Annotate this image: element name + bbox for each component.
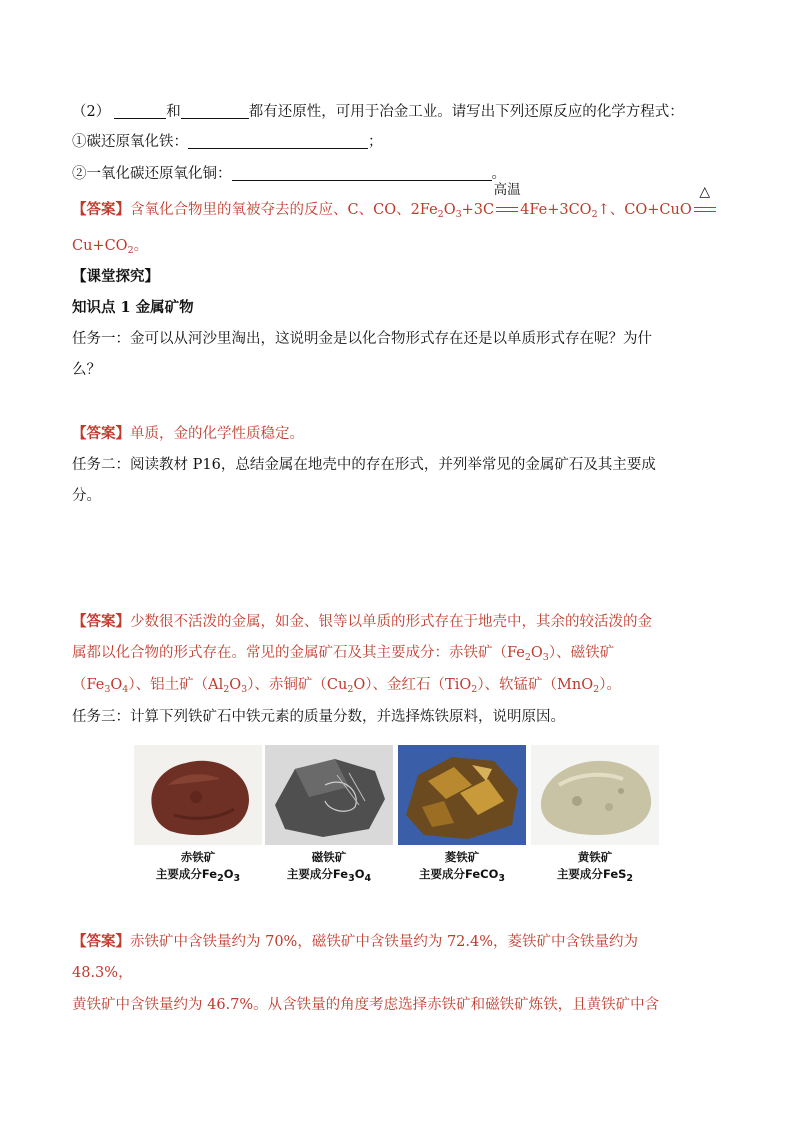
hematite-image bbox=[134, 745, 262, 845]
mineral-hematite bbox=[134, 745, 262, 883]
equals-sign bbox=[694, 207, 716, 212]
answer-1-line-1 bbox=[72, 182, 734, 221]
mineral-composition bbox=[134, 866, 262, 883]
blank-2 bbox=[181, 102, 249, 119]
mineral-name: 黄铁矿 bbox=[577, 850, 613, 864]
subscript: 2 bbox=[127, 245, 134, 256]
subscript: 3 bbox=[455, 209, 462, 220]
subscript: 2 bbox=[437, 209, 444, 220]
question-number: （2） bbox=[72, 104, 111, 120]
answer-1-line-2 bbox=[72, 235, 734, 257]
answer-4-line-2: 48.3%， bbox=[72, 965, 133, 981]
answer-text: 赤铁矿中含铁量约为 70%，磁铁矿中含铁量约为 72.4%，菱铁矿中含铁量约为 bbox=[130, 934, 639, 950]
answer-text: Cu+CO bbox=[72, 238, 128, 254]
mineral-magnetite bbox=[265, 745, 393, 883]
answer-3-line-2 bbox=[72, 642, 734, 664]
mineral-name: 赤铁矿 bbox=[180, 850, 216, 864]
task-1-line-1: 任务一：金可以从河沙里淘出，这说明金是以化合物形式存在还是以单质形式存在呢？为什 bbox=[72, 331, 652, 347]
answer-4-line-3: 黄铁矿中含铁量约为 46.7%。从含铁量的角度考虑选择赤铁矿和磁铁矿炼铁，且黄铁矿中含 bbox=[72, 997, 660, 1013]
answer-text: ）、赤铜矿（Cu bbox=[247, 677, 348, 693]
answer-text: 。 bbox=[133, 238, 149, 254]
answer-text: O bbox=[110, 677, 123, 693]
formula: FeCO bbox=[464, 867, 499, 881]
answer-text: （Fe bbox=[72, 677, 105, 693]
answer-label: 【答案】 bbox=[72, 425, 130, 442]
answer-4-line-1 bbox=[72, 931, 734, 953]
reaction-condition-high-temp bbox=[493, 182, 521, 221]
blank-4 bbox=[232, 164, 492, 181]
answer-label: 【答案】 bbox=[72, 201, 130, 218]
answer-label: 【答案】 bbox=[72, 933, 130, 950]
reaction-condition-heat bbox=[694, 184, 716, 221]
item-2-end: 。 bbox=[491, 166, 506, 182]
comp-label: 主要成分 bbox=[556, 867, 603, 881]
answer-text: ）、铝土矿（Al bbox=[128, 677, 224, 693]
answer-text: ↑、CO+CuO bbox=[597, 202, 692, 218]
answer-text: +3C bbox=[461, 202, 495, 218]
task-2-line-2: 分。 bbox=[72, 488, 101, 504]
answer-text: O bbox=[443, 202, 456, 218]
subscript: 3 bbox=[104, 684, 111, 695]
equals-sign bbox=[496, 207, 518, 212]
subscript: 3 bbox=[542, 652, 549, 663]
blank-3 bbox=[188, 132, 368, 149]
answer-text: 4Fe+3CO bbox=[520, 202, 592, 218]
mineral-composition bbox=[265, 866, 393, 883]
answer-3-line-3 bbox=[72, 674, 734, 696]
subscript: 2 bbox=[471, 684, 478, 695]
answer-text: 属都以化合物的形式存在。常见的金属矿石及其主要成分：赤铁矿（Fe bbox=[72, 645, 525, 661]
subscript: 4 bbox=[364, 873, 372, 884]
answer-2 bbox=[72, 423, 734, 445]
mineral-name: 菱铁矿 bbox=[444, 850, 480, 864]
magnetite-image bbox=[265, 745, 393, 845]
answer-text: 单质，金的化学性质稳定。 bbox=[130, 426, 304, 442]
item-1-label: ①碳还原氧化铁： bbox=[72, 134, 188, 150]
formula: FeS bbox=[602, 867, 627, 881]
task-3: 任务三：计算下列铁矿石中铁元素的质量分数，并选择炼铁原料，说明原因。 bbox=[72, 709, 565, 725]
answer-text: O bbox=[229, 677, 242, 693]
subscript: 2 bbox=[223, 684, 230, 695]
mineral-pyrite bbox=[531, 745, 659, 883]
formula: O bbox=[354, 867, 365, 881]
task-1-line-2: 么？ bbox=[72, 362, 101, 378]
subscript: 3 bbox=[348, 873, 355, 884]
knowledge-point-title: 知识点 1 金属矿物 bbox=[72, 299, 194, 316]
siderite-image bbox=[398, 745, 526, 845]
section-title: 【课堂探究】 bbox=[72, 268, 159, 285]
question-2-item-1 bbox=[72, 131, 734, 153]
subscript: 2 bbox=[217, 873, 224, 884]
answer-text: ）、软锰矿（MnO bbox=[477, 677, 594, 693]
answer-text: ）。 bbox=[599, 677, 621, 693]
mineral-composition bbox=[531, 866, 659, 883]
task-2-line-1: 任务二：阅读教材 P16，总结金属在地壳中的存在形式，并列举常见的金属矿石及其主要成 bbox=[72, 457, 656, 473]
subscript: 2 bbox=[347, 684, 354, 695]
comp-label: 主要成分 bbox=[286, 867, 333, 881]
mineral-siderite bbox=[398, 745, 526, 883]
subscript: 2 bbox=[593, 684, 600, 695]
answer-label: 【答案】 bbox=[72, 613, 130, 630]
subscript: 3 bbox=[241, 684, 248, 695]
pyrite-image bbox=[531, 745, 659, 845]
answer-text: O）、金红石（TiO bbox=[353, 677, 472, 693]
item-1-end: ； bbox=[368, 134, 383, 150]
comp-label: 主要成分 bbox=[155, 867, 202, 881]
formula: O bbox=[223, 867, 234, 881]
answer-text: 含氧化合物里的氧被夺去的反应、C、CO、2Fe bbox=[130, 202, 438, 218]
blank-1 bbox=[114, 102, 166, 119]
question-text: 都有还原性，可用于冶金工业。请写出下列还原反应的化学方程式： bbox=[248, 104, 684, 120]
comp-label: 主要成分 bbox=[418, 867, 465, 881]
mineral-composition bbox=[398, 866, 526, 883]
subscript: 2 bbox=[591, 209, 598, 220]
answer-3-line-1 bbox=[72, 611, 734, 633]
formula: Fe bbox=[332, 867, 349, 881]
mineral-name: 磁铁矿 bbox=[311, 850, 347, 864]
subscript: 4 bbox=[122, 684, 129, 695]
answer-text: O bbox=[530, 645, 543, 661]
condition-label: 高温 bbox=[493, 182, 521, 198]
mineral-figure bbox=[134, 745, 662, 885]
and-text: 和 bbox=[166, 104, 181, 120]
item-2-label: ②一氧化碳还原氧化铜： bbox=[72, 166, 232, 182]
question-2-item-2 bbox=[72, 163, 734, 185]
subscript: 2 bbox=[524, 652, 531, 663]
answer-text: 少数很不活泼的金属，如金、银等以单质的形式存在于地壳中，其余的较活泼的金 bbox=[130, 614, 652, 630]
formula: Fe bbox=[201, 867, 218, 881]
question-2 bbox=[72, 101, 734, 123]
subscript: 2 bbox=[626, 873, 634, 884]
answer-text: ）、磁铁矿 bbox=[548, 645, 615, 661]
subscript: 3 bbox=[233, 873, 241, 884]
subscript: 3 bbox=[498, 873, 506, 884]
heat-icon: △ bbox=[699, 184, 711, 200]
